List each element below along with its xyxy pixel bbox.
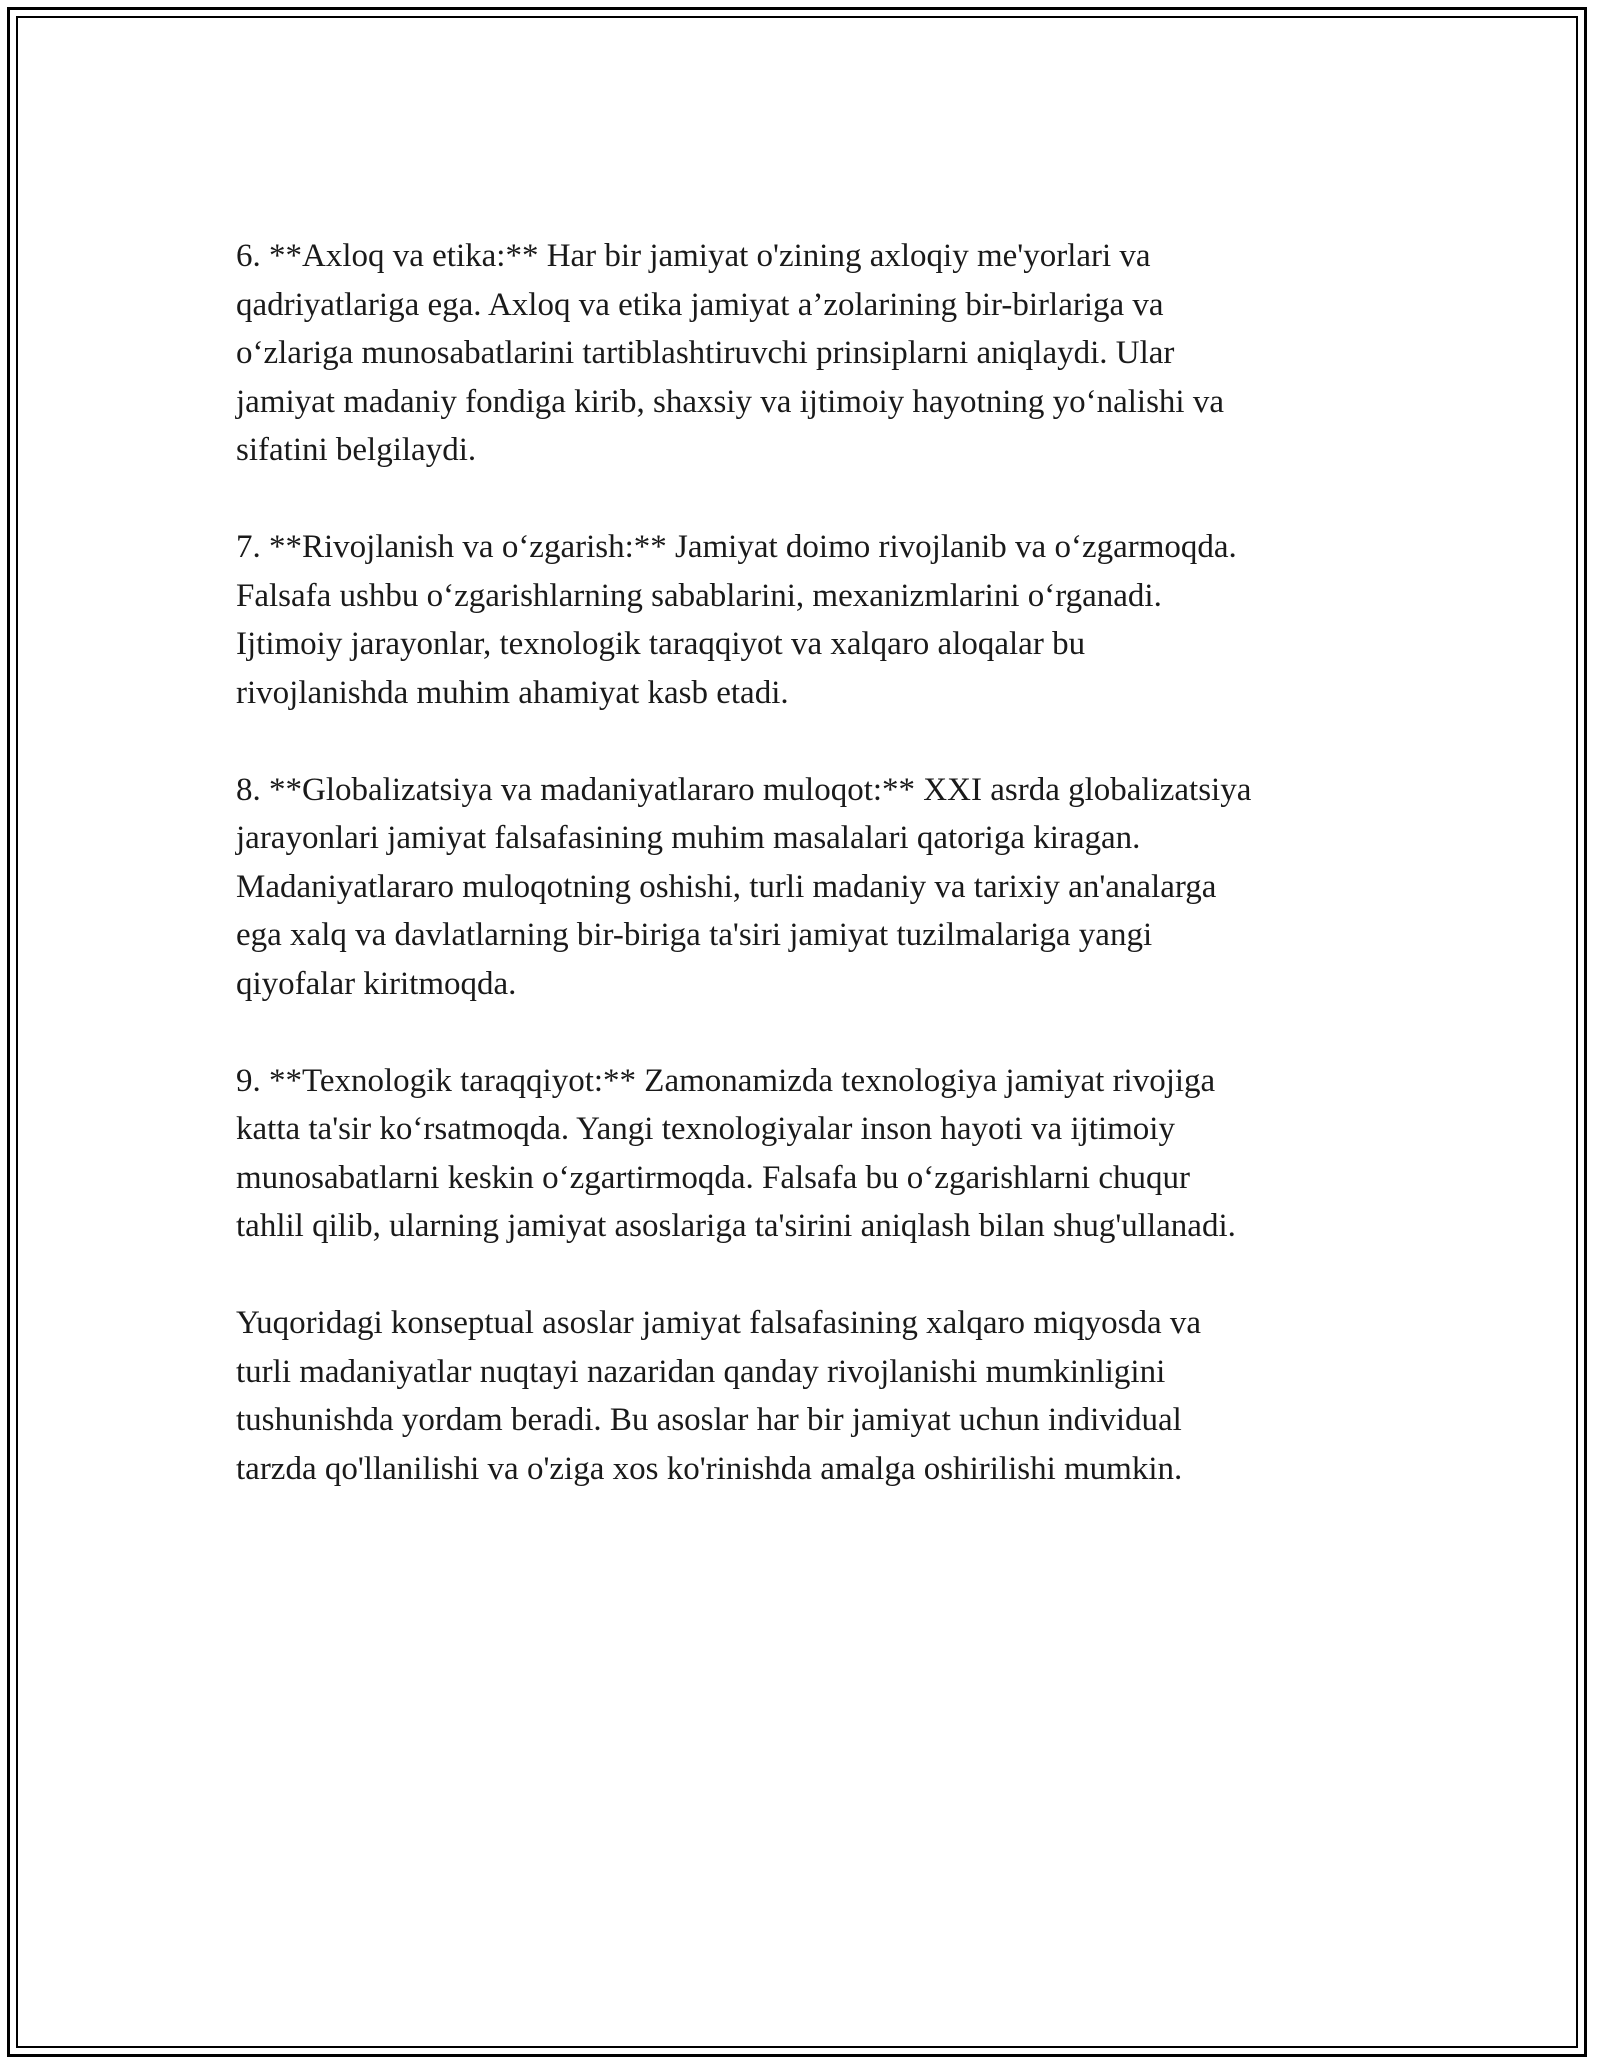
text-line: 7. **Rivojlanish va o‘zgarish:** Jamiyat doimo rivojlanib va o‘zgarmoqda. [236,529,1237,565]
text-line: tahlil qilib, ularning jamiyat asoslariga ta'sirini aniqlash bilan shug'ullanadi. [236,1208,1236,1244]
text-line: Falsafa ushbu o‘zgarishlarning sabablarini, mexanizmlarini o‘rganadi. [236,577,1162,614]
text-line: jamiyat madaniy fondiga kirib, shaxsiy va ijtimoiy hayotning yo‘nalishi va [236,383,1225,420]
text-line: 8. **Globalizatsiya va madaniyatlararo muloqot:** XXI asrda globalizatsiya [236,771,1252,808]
text-line: sifatini belgilaydi. [236,432,477,468]
text-line: 9. **Texnologik taraqqiyot:** Zamonamizda texnologiya jamiyat rivojiga [236,1062,1216,1099]
text-line: rivojlanishda muhim ahamiyat kasb etadi. [236,674,789,711]
text-line: Madaniyatlararo muloqotning oshishi, turli madaniy va tarixiy an'analarga [236,868,1217,905]
paragraph-rivojlanish [236,523,1386,717]
paragraph-axloq-etika [236,232,1386,475]
text-line: jarayonlari jamiyat falsafasining muhim masalalari qatoriga kiragan. [236,820,1141,856]
text-line: Yuqoridagi konseptual asoslar jamiyat falsafasining xalqaro miqyosda va [236,1305,1202,1341]
text-line: Ijtimoiy jarayonlar, texnologik taraqqiyot va xalqaro aloqalar bu [236,626,1086,662]
text-line: o‘zlariga munosabatlarini tartiblashtiruvchi prinsiplarni aniqlaydi. Ular [236,335,1175,371]
paragraph-texnologik [236,1057,1386,1251]
text-line: turli madaniyatlar nuqtayi nazaridan qanday rivojlanishi mumkinligini [236,1353,1166,1390]
text-line: katta ta'sir ko‘rsatmoqda. Yangi texnologiyalar inson hayoti va ijtimoiy [236,1111,1175,1147]
text-line: munosabatlarni keskin o‘zgartirmoqda. Falsafa bu o‘zgarishlarni chuqur [236,1159,1190,1196]
text-line: qadriyatlariga ega. Axloq va etika jamiyat a’zolarining bir-birlariga va [236,286,1164,323]
paragraph-conclusion [236,1299,1386,1493]
text-line: tushunishda yordam beradi. Bu asoslar har bir jamiyat uchun individual [236,1402,1182,1438]
text-line: 6. **Axloq va etika:** Har bir jamiyat o'zining axloqiy me'yorlari va [236,238,1151,274]
text-line: tarzda qo'llanilishi va o'ziga xos ko'rinishda amalga oshirilishi mumkin. [236,1450,1183,1487]
text-line: ega xalq va davlatlarning bir-biriga ta'siri jamiyat tuzilmalariga yangi [236,917,1153,953]
paragraph-globalizatsiya [236,766,1386,1009]
document-body [236,232,1386,1542]
text-line: qiyofalar kiritmoqda. [236,965,517,1002]
